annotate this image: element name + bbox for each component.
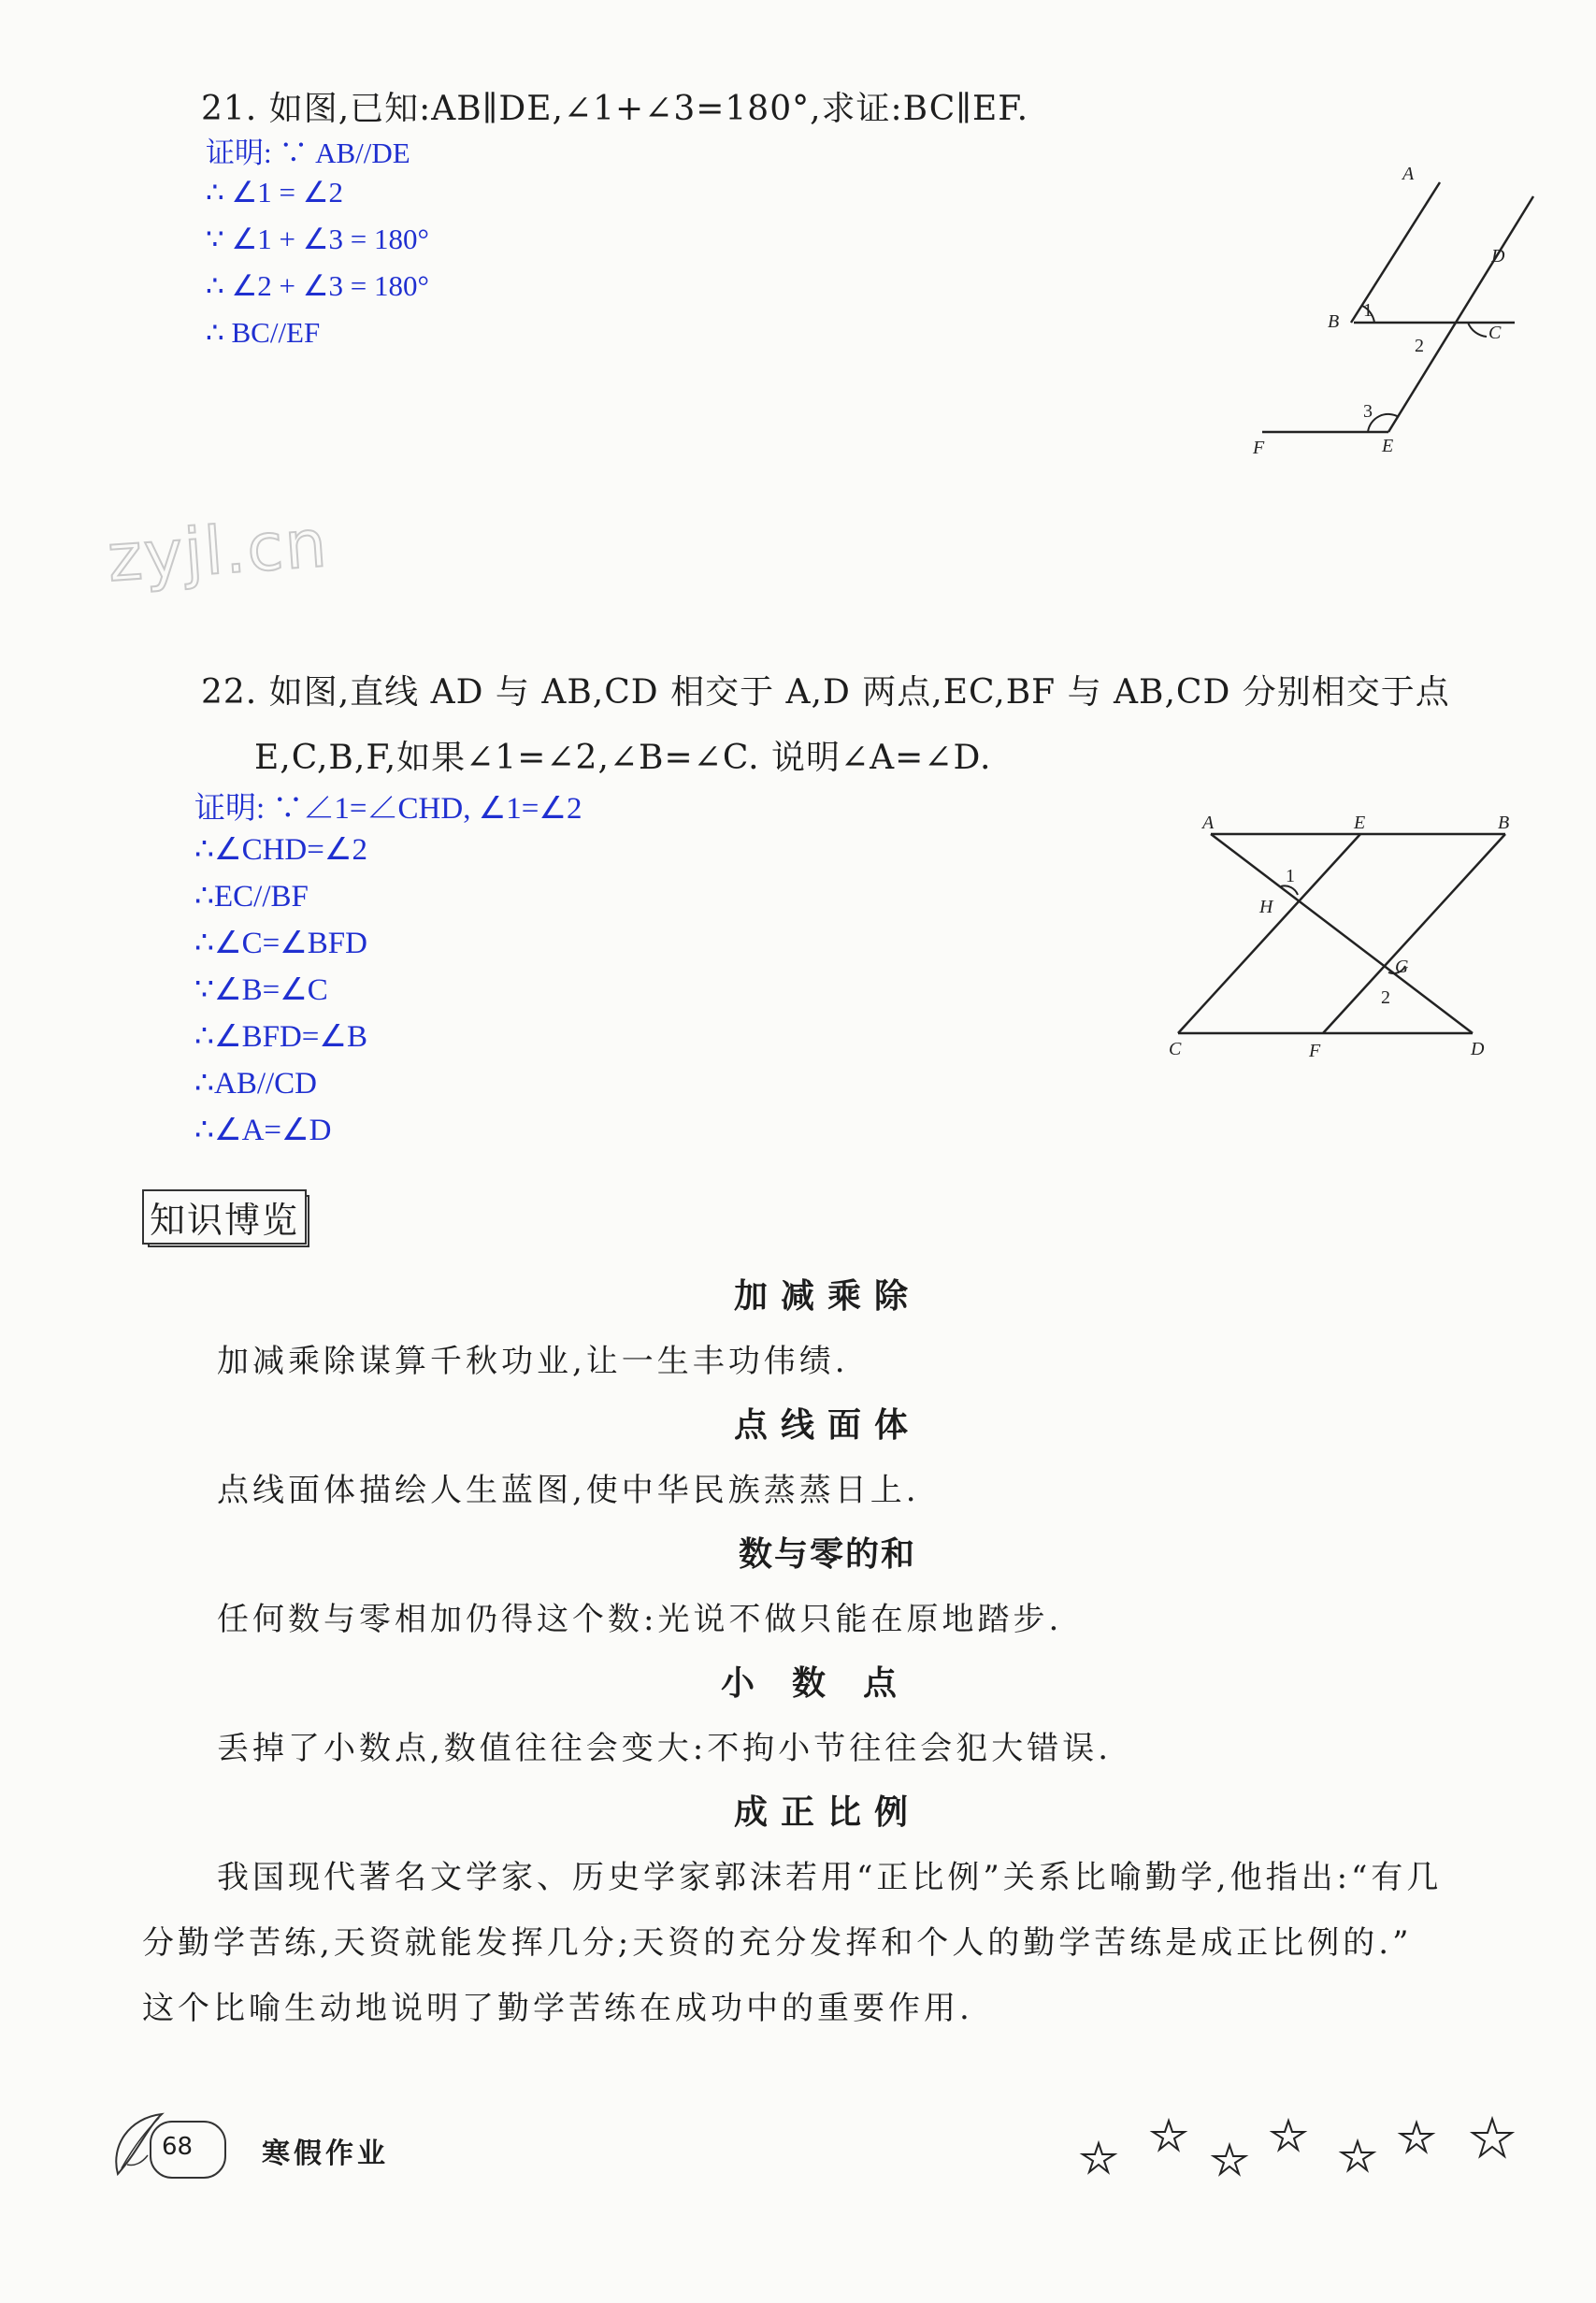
q22-proof-line: 证明: ∵∠1=∠CHD, ∠1=∠2	[194, 792, 582, 826]
q22-proof-line: ∴AB//CD	[194, 1067, 318, 1101]
section-body: 我国现代著名文学家、历史学家郭沫若用“正比例”关系比喻勤学,他指出:“有几	[217, 1859, 1443, 1896]
label-a: A	[1402, 164, 1415, 184]
knowledge-heading: 知识博览	[142, 1189, 307, 1245]
q22-statement-line2: E,C,B,F,如果∠1=∠2,∠B=∠C. 说明∠A=∠D.	[254, 739, 992, 777]
label-c: C	[1488, 323, 1502, 343]
q21-figure	[1234, 159, 1543, 468]
label-angle-1: 1	[1286, 866, 1295, 886]
star-decoration	[1075, 2104, 1524, 2188]
section-body: 加减乘除谋算千秋功业,让一生丰功伟绩.	[217, 1343, 849, 1380]
angle-2-arc	[1468, 323, 1487, 337]
section-body: 点线面体描绘人生蓝图,使中华民族蒸蒸日上.	[217, 1472, 920, 1509]
q22-proof-line: ∴∠BFD=∠B	[194, 1020, 367, 1054]
page-number: 68	[162, 2133, 194, 2161]
line-bf	[1323, 834, 1505, 1033]
star-icon	[1401, 2123, 1432, 2152]
q22-proof-line: ∴∠CHD=∠2	[194, 833, 367, 867]
section-body: 这个比喻生动地说明了勤学苦练在成功中的重要作用.	[142, 1990, 973, 2027]
q22-statement-line1: 22. 如图,直线 AD 与 AB,CD 相交于 A,D 两点,EC,BF 与 AB,CD 分别相交于点	[201, 673, 1450, 712]
line-ad	[1211, 834, 1473, 1033]
label-b: B	[1328, 311, 1340, 332]
q22-proof-line: ∴EC//BF	[194, 880, 309, 914]
q22-proof-line: ∵∠B=∠C	[194, 973, 328, 1007]
star-icon	[1083, 2143, 1114, 2172]
q21-proof-line: ∵ ∠1 + ∠3 = 180°	[206, 223, 429, 255]
label-b: B	[1498, 813, 1510, 833]
section-body: 丢掉了小数点,数值往往会变大:不拘小节往往会犯大错误.	[217, 1730, 1113, 1767]
q21-proof-line: ∴ ∠2 + ∠3 = 180°	[206, 269, 429, 302]
star-icon	[1214, 2145, 1245, 2174]
label-angle-2: 2	[1415, 336, 1424, 356]
section-title: 加减乘除	[733, 1277, 921, 1316]
section-title: 成正比例	[733, 1793, 921, 1832]
book-title-label: 寒假作业	[262, 2137, 389, 2170]
q21-proof-line: ∴ ∠1 = ∠2	[206, 176, 344, 209]
q21-statement: 21. 如图,已知:AB∥DE,∠1+∠3=180°,求证:BC∥EF.	[201, 90, 1029, 128]
section-body: 分勤学苦练,天资就能发挥几分;天资的充分发挥和个人的勤学苦练是成正比例的.”	[142, 1924, 1413, 1962]
line-ed	[1388, 196, 1533, 432]
label-e: E	[1354, 813, 1366, 833]
label-angle-1: 1	[1363, 300, 1373, 321]
label-h: H	[1259, 897, 1273, 917]
star-icon	[1153, 2121, 1185, 2150]
star-icon	[1272, 2121, 1304, 2150]
section-title: 点线面体	[733, 1406, 921, 1445]
label-f: F	[1309, 1041, 1321, 1061]
q21-proof-line: ∴ BC//EF	[206, 316, 321, 349]
label-a: A	[1202, 813, 1215, 833]
line-ec	[1178, 834, 1360, 1033]
label-d: D	[1471, 1039, 1485, 1059]
q21-proof-line: 证明: ∵ AB//DE	[206, 137, 410, 169]
label-f: F	[1253, 438, 1265, 458]
label-angle-3: 3	[1363, 401, 1373, 422]
star-icon	[1473, 2119, 1512, 2156]
section-title: 小数点	[720, 1664, 934, 1703]
q22-figure	[1150, 804, 1524, 1066]
watermark: zyjl.cn	[105, 504, 331, 597]
q22-proof-line: ∴∠C=∠BFD	[194, 927, 367, 960]
section-body: 任何数与零相加仍得这个数:光说不做只能在原地踏步.	[217, 1601, 1063, 1638]
section-title: 数与零的和	[738, 1535, 916, 1574]
label-angle-2: 2	[1381, 987, 1390, 1008]
label-c: C	[1169, 1039, 1182, 1059]
star-icon	[1342, 2141, 1373, 2170]
label-d: D	[1491, 246, 1505, 266]
label-g: G	[1395, 957, 1409, 977]
label-e: E	[1382, 436, 1394, 456]
q22-proof-line: ∴∠A=∠D	[194, 1114, 332, 1147]
